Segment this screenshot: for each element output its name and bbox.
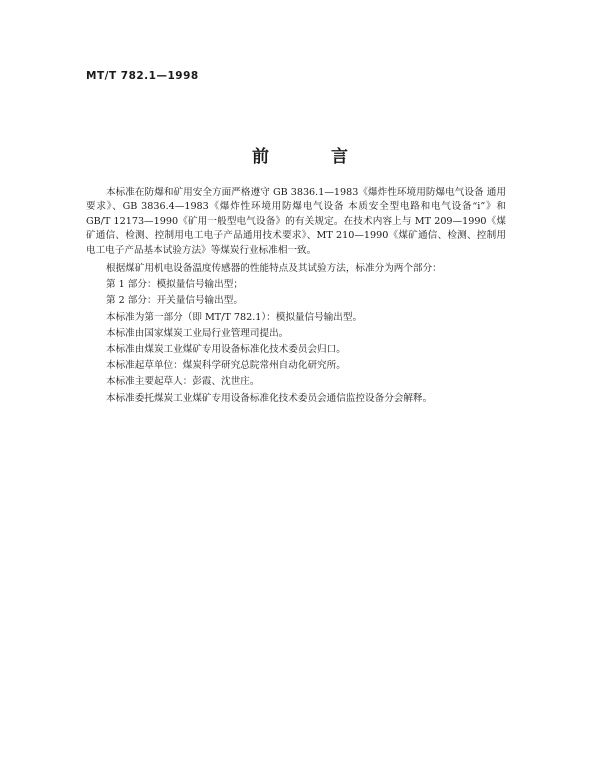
paragraph-proposed-by: 本标准由国家煤炭工业局行业管理司提出。 [106, 327, 289, 339]
paragraph-centralized-by: 本标准由煤炭工业煤矿专用设备标准化技术委员会归口。 [106, 344, 346, 356]
paragraph-part-2: 第 2 部分：开关量信号输出型。 [106, 295, 243, 307]
paragraph-interpretation: 本标准委托煤炭工业煤矿专用设备标准化技术委员会通信监控设备分会解释。 [106, 392, 433, 404]
paragraph-parts-intro: 根据煤矿用机电设备温度传感器的性能特点及其试验方法，标准分为两个部分： [106, 263, 442, 275]
standard-code: MT/T 782.1—1998 [86, 70, 199, 82]
page-title: 前 言 [252, 147, 376, 167]
paragraph-drafting-unit: 本标准起草单位：煤炭科学研究总院常州自动化研究所。 [106, 360, 346, 372]
paragraph-compliance: 本标准在防爆和矿用安全方面严格遵守 GB 3836.1—1983《爆炸性环境用防爆电气设备 通用要求》、GB 3836.4—1983《爆炸性环境用防爆电气设备 本质安全型电路和电气设备“i”》和 GB/T 12173—1990《矿用一般型电气设备》的有关规定。在技术内容上与 MT 209—1990《煤矿通信、检测、控制用电工电子产品通用技术要求》、MT 210—1990《煤矿通信、检测、控制用电工电子产品基本试验方法》等煤炭行业标准相一致。 [86, 187, 506, 256]
foreword-body [86, 186, 506, 408]
paragraph-this-part: 本标准为第一部分（即 MT/T 782.1）：模拟量信号输出型。 [106, 311, 363, 323]
paragraph-part-1: 第 1 部分：模拟量信号输出型； [106, 279, 243, 291]
paragraph-drafters: 本标准主要起草人：彭霞、沈世庄。 [106, 376, 260, 388]
